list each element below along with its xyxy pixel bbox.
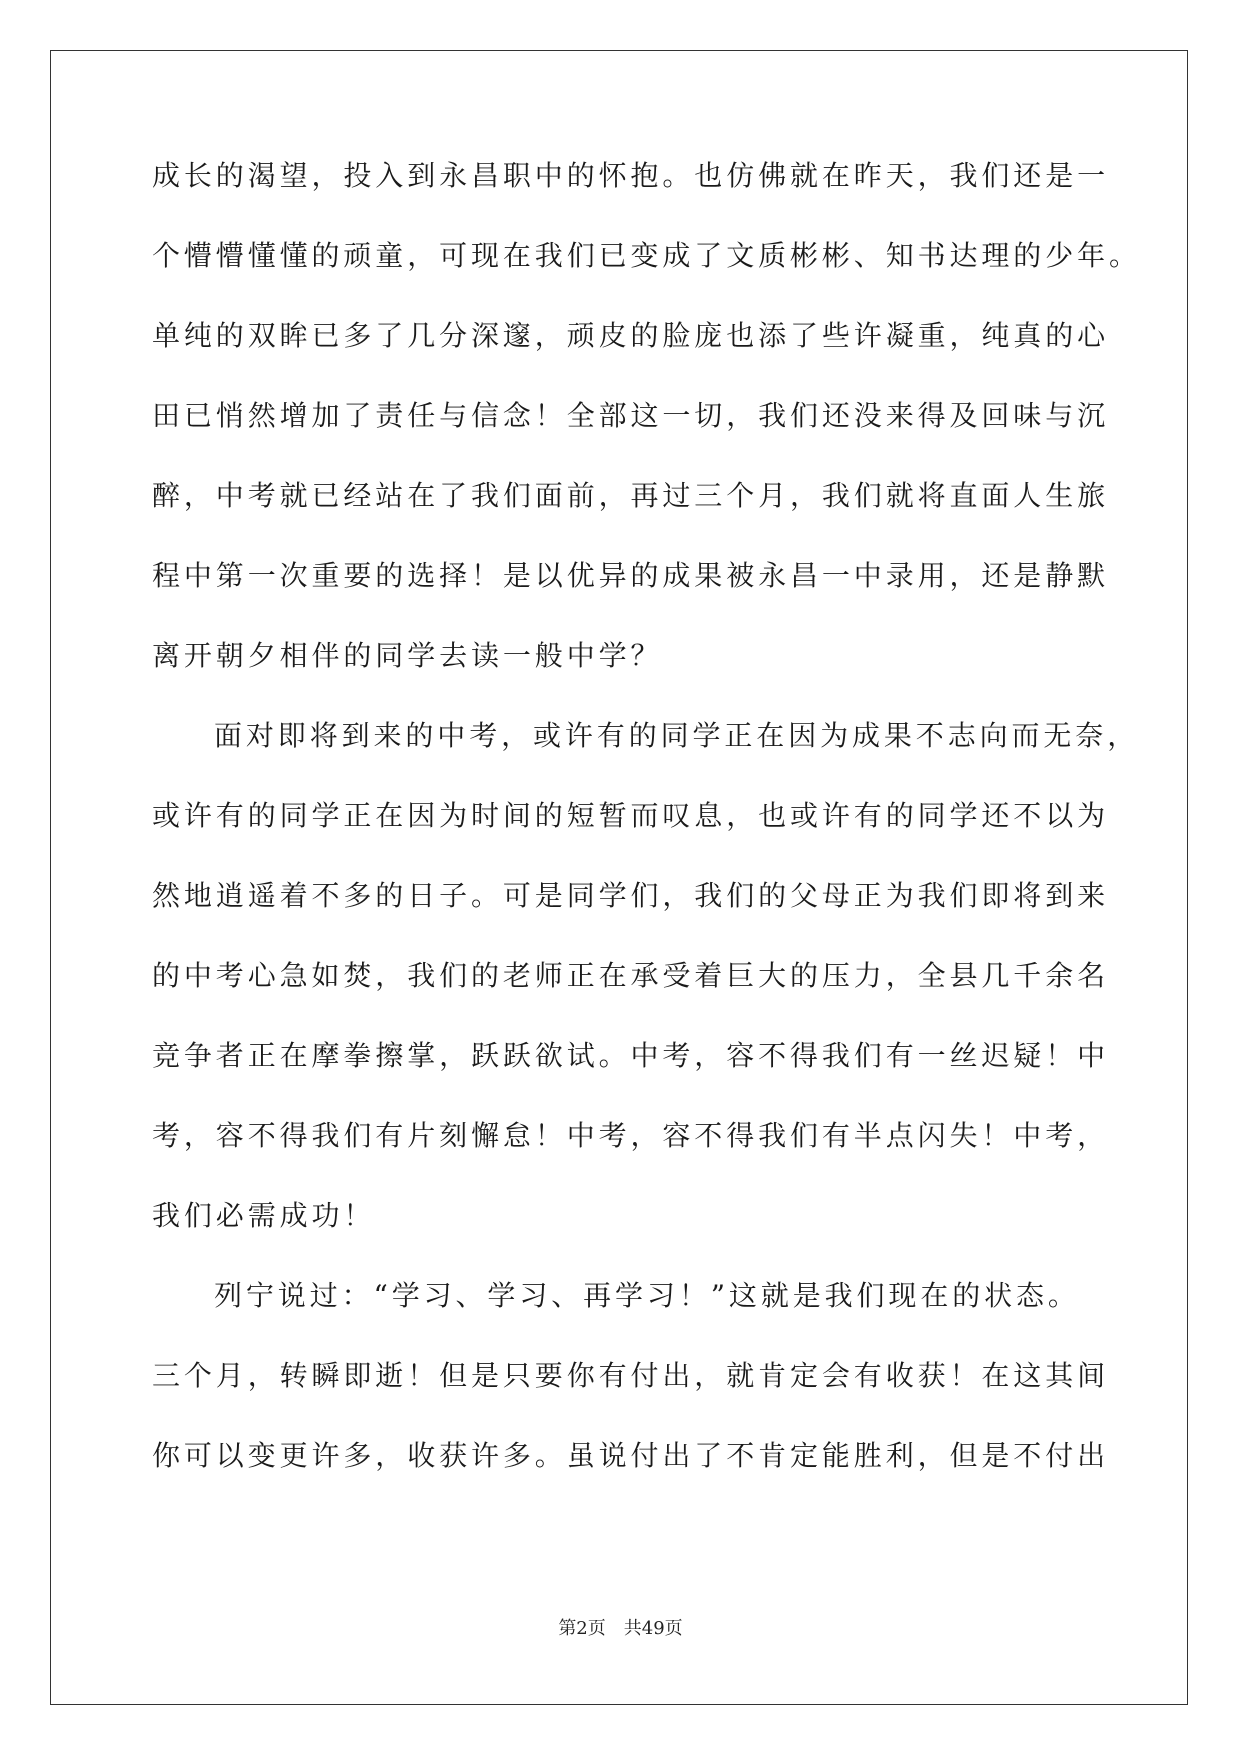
text-line: 的中考心急如焚，我们的老师正在承受着巨大的压力，全县几千余名 [152, 959, 1110, 992]
page-number: 第2页 [558, 1618, 606, 1639]
paragraph-start-line: 列宁说过：“学习、学习、再学习！”这就是我们现在的状态。 [214, 1279, 1080, 1312]
text-line: 醉，中考就已经站在了我们面前，再过三个月，我们就将直面人生旅 [152, 479, 1110, 512]
text-line: 程中第一次重要的选择！是以优异的成果被永昌一中录用，还是静默 [152, 559, 1110, 592]
paragraph-start-line: 面对即将到来的中考，或许有的同学正在因为成果不志向而无奈， [214, 719, 1140, 752]
text-line: 考，容不得我们有片刻懈怠！中考，容不得我们有半点闪失！中考， [152, 1119, 1110, 1152]
text-line: 竞争者正在摩拳擦掌，跃跃欲试。中考，容不得我们有一丝迟疑！中 [152, 1039, 1110, 1072]
page-footer [0, 1618, 1241, 1640]
text-line: 田已悄然增加了责任与信念！全部这一切，我们还没来得及回味与沉 [152, 399, 1110, 432]
text-line: 离开朝夕相伴的同学去读一般中学？ [152, 639, 663, 672]
body-text [152, 159, 1141, 1522]
text-line: 或许有的同学正在因为时间的短暂而叹息，也或许有的同学还不以为 [152, 799, 1110, 832]
text-line: 三个月，转瞬即逝！但是只要你有付出，就肯定会有收获！在这其间 [152, 1359, 1110, 1392]
text-line: 单纯的双眸已多了几分深邃，顽皮的脸庞也添了些许凝重，纯真的心 [152, 319, 1110, 352]
text-line: 你可以变更许多，收获许多。虽说付出了不肯定能胜利，但是不付出 [152, 1439, 1110, 1472]
text-line: 我们必需成功！ [152, 1199, 376, 1232]
text-line: 个懵懵懂懂的顽童，可现在我们已变成了文质彬彬、知书达理的少年。 [152, 239, 1141, 272]
text-line: 成长的渴望，投入到永昌职中的怀抱。也仿佛就在昨天，我们还是一 [152, 159, 1110, 192]
text-line: 然地逍遥着不多的日子。可是同学们，我们的父母正为我们即将到来 [152, 879, 1110, 912]
page-total: 共49页 [623, 1618, 683, 1639]
